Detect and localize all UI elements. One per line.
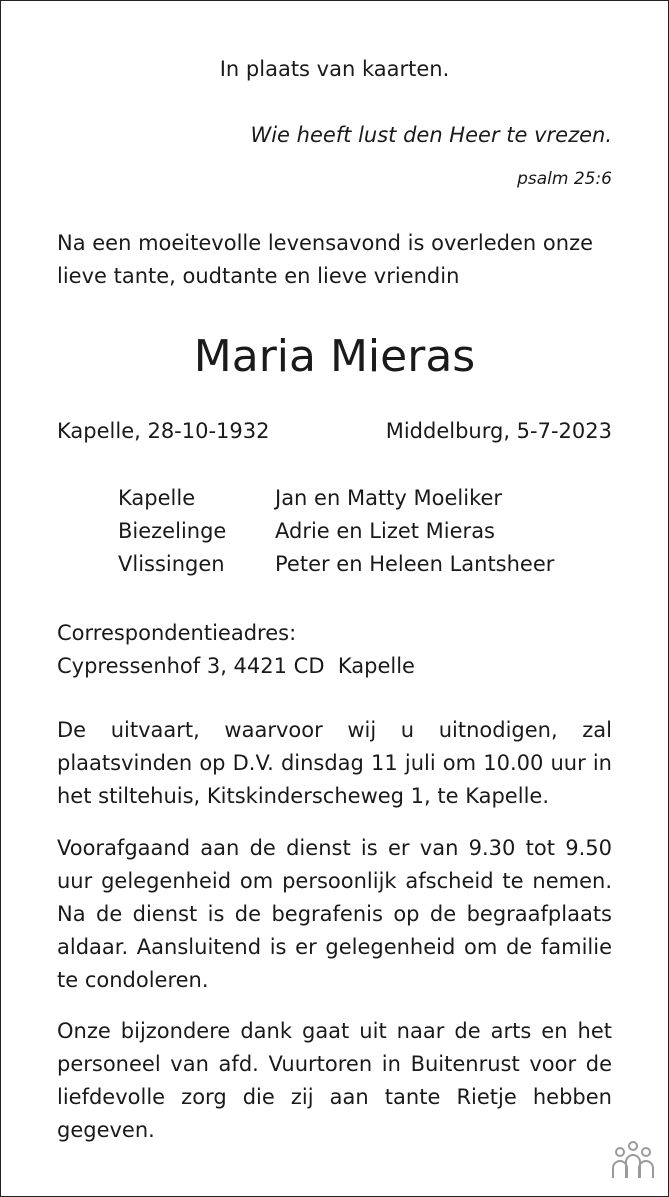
death-date: Middelburg, 5-7-2023 — [385, 419, 612, 443]
deceased-name: Maria Mieras — [193, 331, 476, 382]
thanks-paragraph: Onze bijzondere dank gaat uit naar de arts en het personeel van afd. Vuurtoren in Buitenrust voor de liefdevolle zorg die zij aan tante Rietje hebben gegeven. — [57, 1019, 612, 1142]
death-notice: Na een moeitevolle levensavond is overleden onze lieve tante, oudtante en lieve vriendin — [57, 231, 594, 288]
farewell-paragraph: Voorafgaand aan de dienst is er van 9.30 tot 9.50 uur gelegenheid om persoonlijk afscheid te nemen. Na de dienst is de begrafenis op de begraafplaats aldaar. Aansluitend is er gelegenheid om de familie te condoleren. — [57, 836, 612, 992]
birth-date: Kapelle, 28-10-1932 — [57, 419, 270, 443]
family-row — [118, 482, 554, 515]
family-place: Biezelinge — [118, 519, 227, 543]
family-names: Jan en Matty Moeliker — [275, 486, 503, 510]
family-names: Adrie en Lizet Mieras — [275, 519, 495, 543]
family-place: Kapelle — [118, 486, 196, 510]
funeral-paragraph: De uitvaart, waarvoor wij u uitnodigen, zal plaatsvinden op D.V. dinsdag 11 juli om 10.00 uur in het stiltehuis, Kitskinderscheweg 1, te Kapelle. — [57, 718, 612, 808]
correspondence-address-line: Cypressenhof 3, 4421 CD Kapelle — [57, 654, 415, 678]
correspondence-address — [57, 617, 415, 683]
family-row — [118, 515, 554, 548]
correspondence-label: Correspondentieadres: — [57, 621, 297, 645]
family-place: Vlissingen — [118, 552, 225, 576]
quote-text: Wie heeft lust den Heer te vrezen. — [250, 123, 612, 147]
quote-source: psalm 25:6 — [517, 169, 612, 189]
family-row — [118, 548, 554, 581]
intro-line: In plaats van kaarten. — [219, 57, 450, 81]
people-group-icon — [607, 1140, 659, 1180]
family-names: Peter en Heleen Lantsheer — [275, 552, 555, 576]
family-list — [118, 482, 554, 581]
